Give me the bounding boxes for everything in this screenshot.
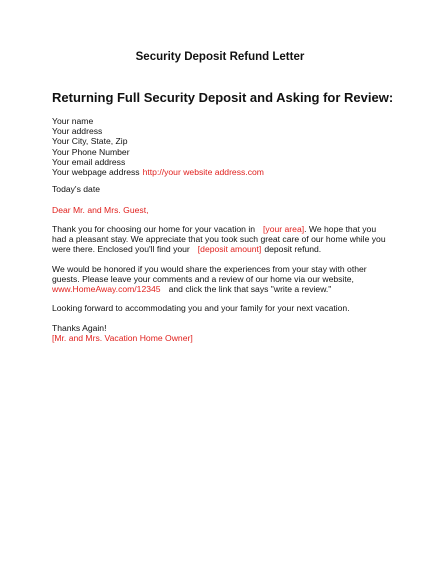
paragraph-line xyxy=(52,244,386,254)
salutation-line xyxy=(52,205,148,215)
paragraph-text: deposit refund. xyxy=(264,244,322,255)
signature-block xyxy=(52,323,193,343)
paragraph-closing xyxy=(52,303,350,313)
deposit-amount-placeholder: [deposit amount] xyxy=(197,244,262,255)
paragraph-thanks xyxy=(52,224,386,255)
letter-date: Today's date xyxy=(52,184,100,194)
sender-email: Your email address xyxy=(52,156,126,167)
sender-info xyxy=(52,116,264,177)
webpage-link[interactable]: http://your website address.com xyxy=(142,167,264,178)
paragraph-line: had a pleasant stay. We appreciate that you took such great care of our home while you xyxy=(52,234,386,245)
paragraph-line: Looking forward to accommodating you and your family for your next vacation. xyxy=(52,303,350,313)
letter-heading: Returning Full Security Deposit and Asking for Review: xyxy=(52,90,394,105)
closing-phrase: Thanks Again! xyxy=(52,323,107,333)
paragraph-line xyxy=(52,224,386,234)
review-website-link[interactable]: www.HomeAway.com/12345 xyxy=(52,284,161,295)
salutation: Dear Mr. and Mrs. Guest, xyxy=(52,205,149,215)
paragraph-text: . We hope that you xyxy=(304,224,377,234)
paragraph-line xyxy=(52,284,367,294)
paragraph-review xyxy=(52,264,367,295)
date-line xyxy=(52,184,100,194)
signature-placeholder: [Mr. and Mrs. Vacation Home Owner] xyxy=(52,333,193,344)
area-placeholder: [your area] xyxy=(263,224,305,234)
sender-phone: Your Phone Number xyxy=(52,146,130,157)
sender-name: Your name xyxy=(52,116,94,126)
paragraph-line: We would be honored if you would share the experiences from your stay with other xyxy=(52,264,367,274)
paragraph-line: guests. Please leave your comments and a review of our home via our website, xyxy=(52,274,354,285)
paragraph-text: were there. Enclosed you'll find your xyxy=(52,244,190,255)
sender-city-state-zip: Your City, State, Zip xyxy=(52,136,128,147)
paragraph-text: Thank you for choosing our home for your vacation in xyxy=(52,224,256,234)
paragraph-text: and click the link that says "write a review." xyxy=(168,284,332,295)
sender-webpage-line xyxy=(52,167,264,177)
webpage-label: Your webpage address xyxy=(52,167,140,178)
sender-address: Your address xyxy=(52,126,103,137)
document-title: Security Deposit Refund Letter xyxy=(135,51,305,63)
